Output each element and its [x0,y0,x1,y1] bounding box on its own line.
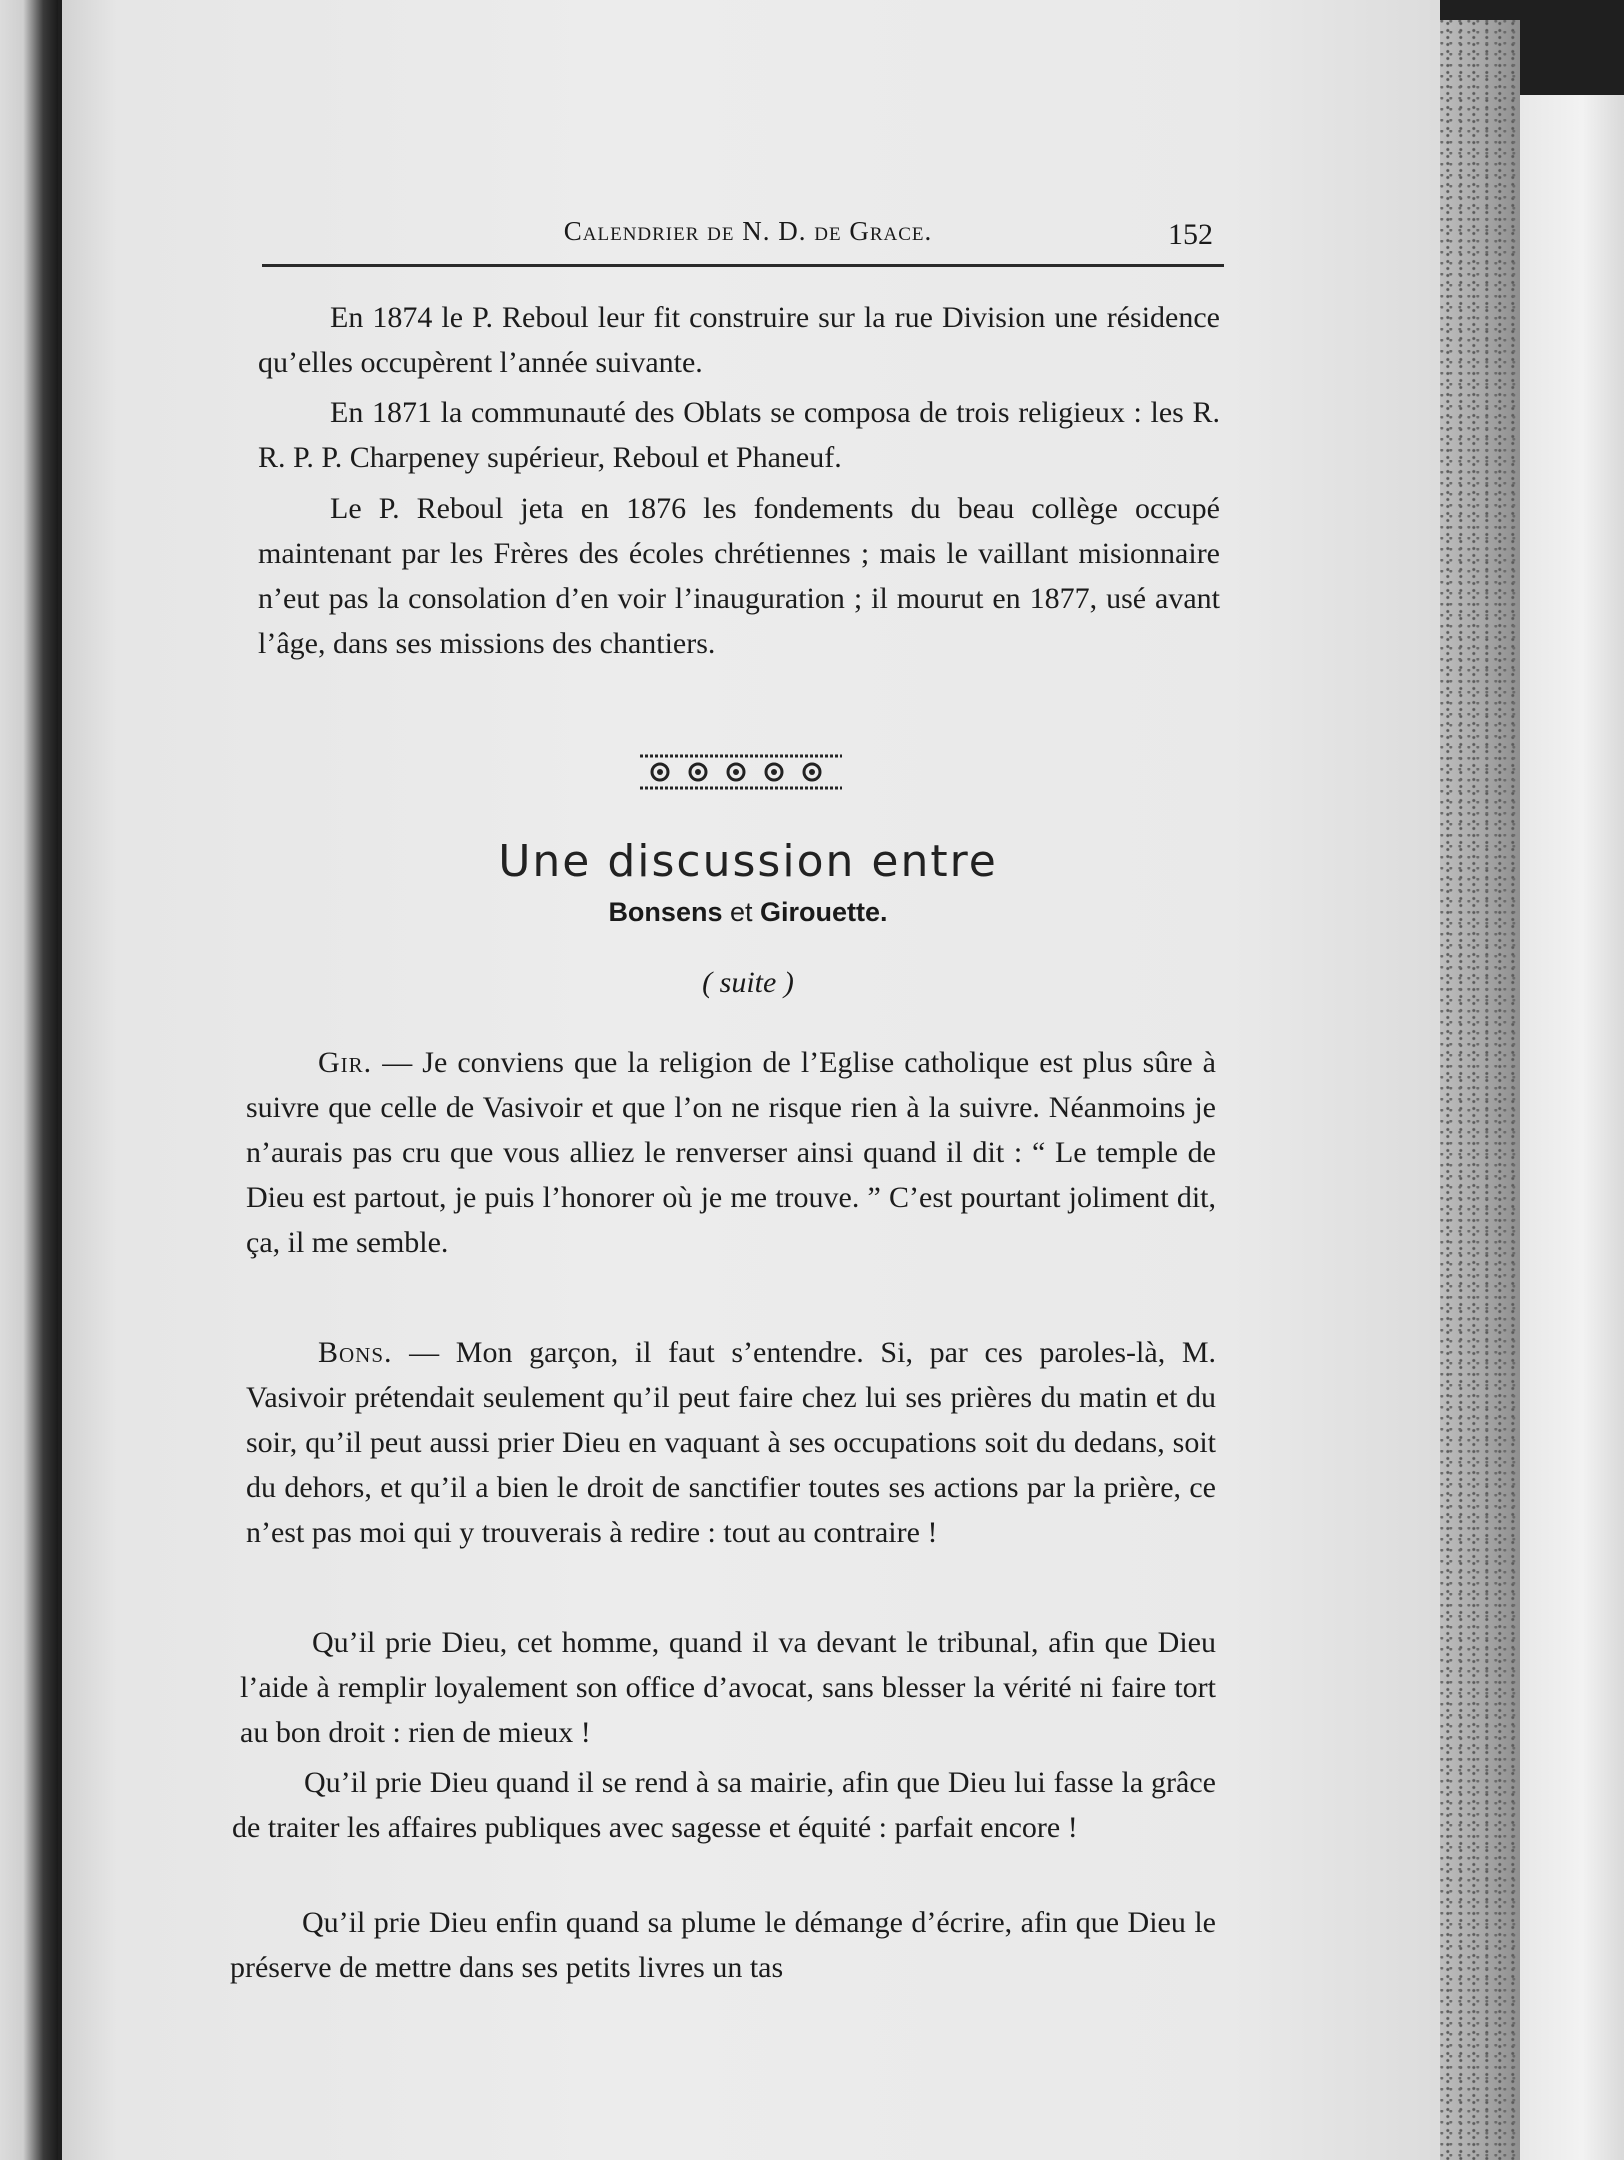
page-number: 152 [1168,218,1213,251]
dialogue-text: — Je conviens que la religion de l’Eglise catholique est plus sûre à suivre que celle de Vasivoir et que l’on ne risque rien à la suivre. Néanmoins je n’aurais pas cru que vous alliez le renverser ainsi quand il dit : “ Le temple de Dieu est partout, je puis l’honorer où je me trouve. ” C’est pourtant joliment dit, ça, il me semble. [246,1046,1216,1259]
subtitle-joiner: et [729,897,753,927]
section-ornament [636,752,846,792]
previous-page-edge [0,0,58,2160]
dialogue-paragraph [246,1040,1216,1265]
article-note: ( suite ) [702,966,794,999]
background-shadow [1520,0,1624,95]
body-paragraph: Qu’il prie Dieu, cet homme, quand il va devant le tribunal, afin que Dieu l’aide à remplir loyalement son office d’avocat, sans blesser la vérité ni faire tort au bon droit : rien de mieux ! [240,1626,1216,1749]
body-paragraph: Qu’il prie Dieu quand il se rend à sa mairie, afin que Dieu lui fasse la grâce de traiter les affaires publiques avec sagesse et équité : parfait encore ! [232,1766,1216,1844]
header-rule [262,264,1224,267]
article-subtitle [258,897,1238,928]
subtitle-name-bonsens: Bonsens [608,897,723,927]
speaker-label: Bons. [318,1336,393,1369]
body-paragraph: Qu’il prie Dieu enfin quand sa plume le démange d’écrire, afin que Dieu le préserve de mettre dans ses petits livres un tas [230,1906,1216,1984]
article-title: Une discussion entre [498,836,998,887]
speaker-label: Gir. [318,1046,373,1079]
intro-paragraph: En 1871 la communauté des Oblats se composa de trois religieux : les R. R. P. P. Charpeney supérieur, Reboul et Phaneuf. [258,396,1220,474]
book-cover-edge [1520,95,1624,2160]
intro-paragraph: En 1874 le P. Reboul leur fit construire sur la rue Division une résidence qu’elles occupèrent l’année suivante. [258,301,1220,379]
dialogue-text: — Mon garçon, il faut s’entendre. Si, par ces paroles-là, M. Vasivoir prétendait seulement qu’il peut faire chez lui ses prières du matin et du soir, qu’il peut aussi prier Dieu en vaquant à ses occupations soit du dedans, soit du dehors, et qu’il a bien le droit de sanctifier toutes ses actions par la prière, ce n’est pas moi qui y trouverais à redire : tout au contraire ! [246,1336,1216,1549]
dialogue-paragraph [246,1330,1216,1555]
subtitle-name-girouette: Girouette. [760,897,888,927]
book-page-edges [1440,20,1520,2160]
intro-paragraph: Le P. Reboul jeta en 1876 les fondements du beau collège occupé maintenant par les Frères des écoles chrétiennes ; mais le vaillant misionnaire n’eut pas la consolation d’en voir l’inauguration ; il mourut en 1877, usé avant l’âge, dans ses missions des chantiers. [258,492,1220,660]
running-head: Calendrier de N. D. de Grace. [563,216,933,246]
